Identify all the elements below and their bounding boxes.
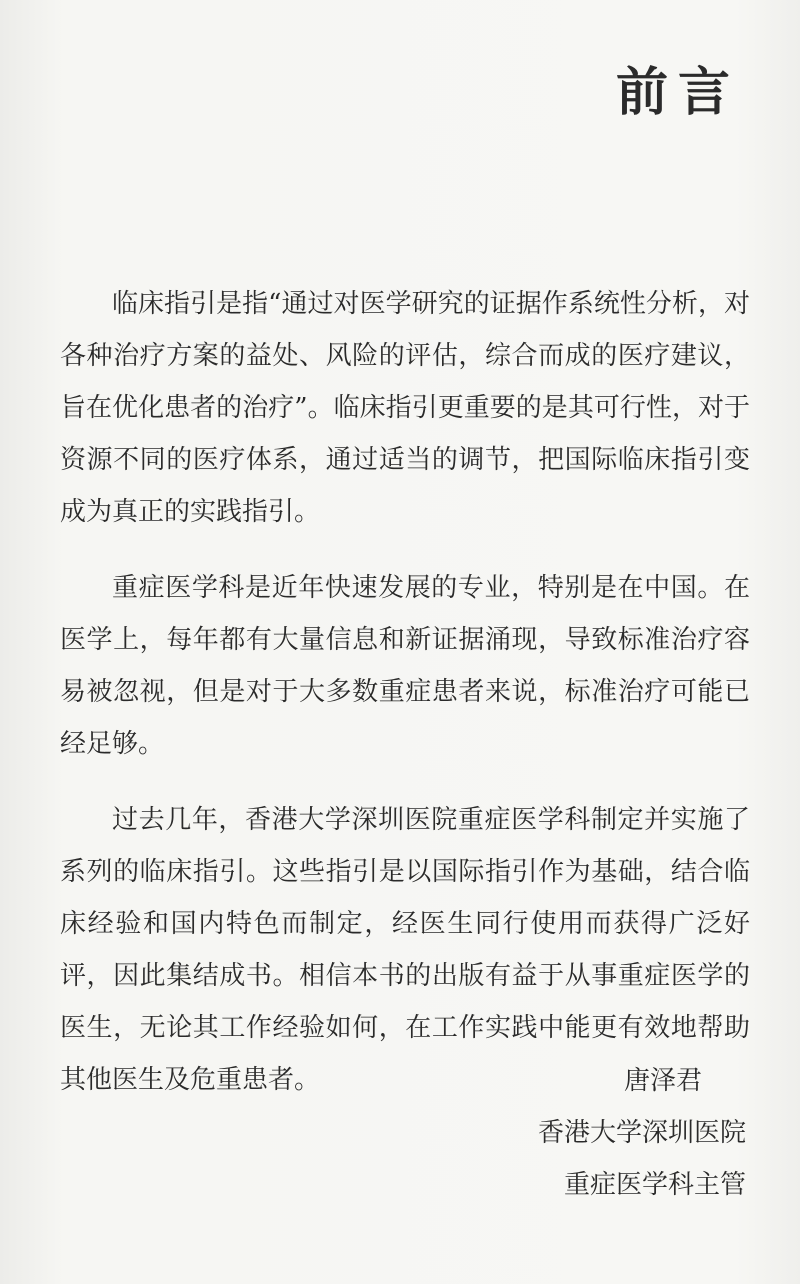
author-position: 重症医学科主管: [563, 1170, 746, 1200]
page-title: 前言: [615, 63, 740, 123]
paragraph-2: 重症医学科是近年快速发展的专业，特别是在中国。在医学上，每年都有大量信息和新证据涌现，导致标准治疗容易被忽视，但是对于大多数重症患者来说，标准治疗可能已经足够。: [60, 573, 750, 759]
paragraph-3: 过去几年，香港大学深圳医院重症医学科制定并实施了系列的临床指引。这些指引是以国际指引作为基础，结合临床经验和国内特色而制定，经医生同行使用而获得广泛好评，因此集结成书。相信本书的出版有益于从事重症医学的医生，无论其工作经验如何，在工作实践中能更有效地帮助其他医生及危重患者。: [60, 805, 750, 1095]
signature-block: [538, 1055, 746, 1211]
author-organization: 香港大学深圳医院: [537, 1118, 746, 1148]
preface-body: [60, 278, 750, 1130]
author-name: 唐泽君: [623, 1066, 702, 1096]
paragraph-1: 临床指引是指“通过对医学研究的证据作系统性分析，对各种治疗方案的益处、风险的评估，综合而成的医疗建议，旨在优化患者的治疗”。临床指引更重要的是其可行性，对于资源不同的医疗体系，通过适当的调节，把国际临床指引变成为真正的实践指引。: [60, 289, 750, 527]
